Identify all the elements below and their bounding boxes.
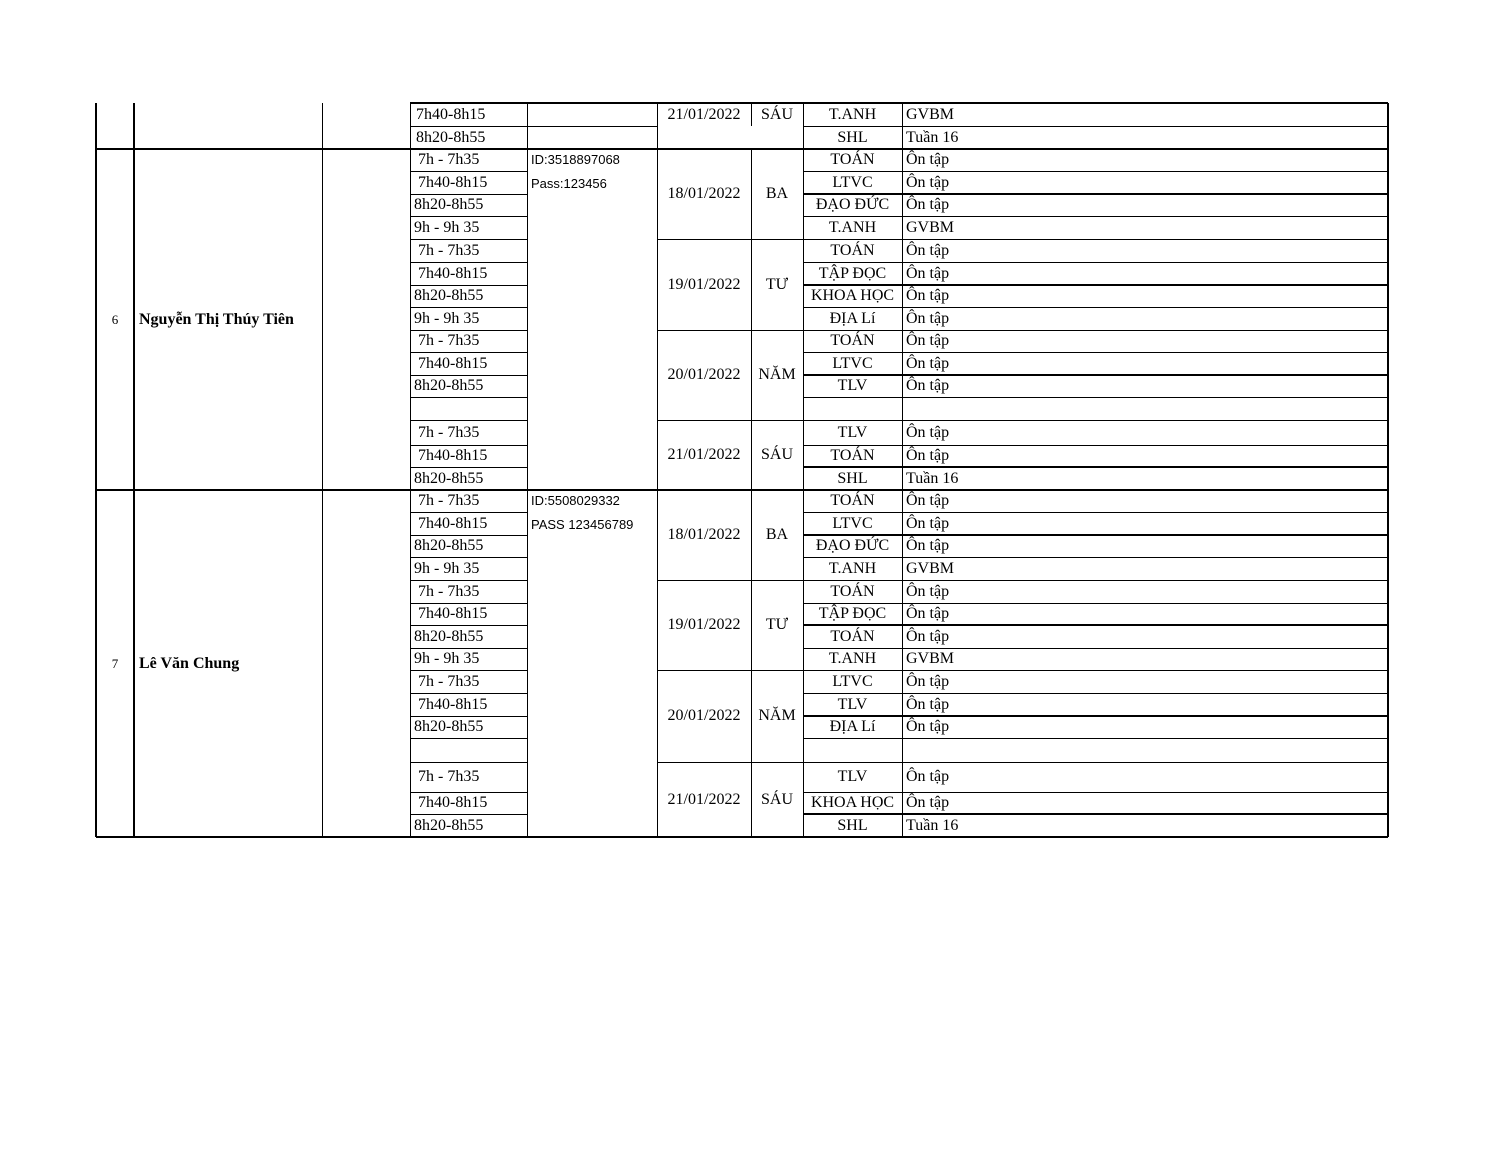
weekday: SÁU [760,790,793,808]
time-slot: 7h - 7h35 [418,151,480,168]
grid-line [410,420,527,421]
date: 21/01/2022 [667,790,741,808]
subject: LTVC [832,672,873,690]
lesson-content: Ôn tập [906,447,950,464]
subject: KHOA HỌC [810,287,895,304]
grid-line [902,149,903,490]
weekday: BA [765,526,789,543]
lesson-content: Tuần 16 [906,816,959,834]
time-slot: 7h40-8h15 [418,447,488,464]
time-slot: 9h - 9h 35 [414,218,480,236]
time-slot: 8h20-8h55 [414,469,484,487]
subject: LTVC [832,514,873,532]
lesson-content: Ôn tập [906,377,950,394]
lesson-content: Ôn tập [906,241,950,259]
time-slot: 9h - 9h 35 [414,650,480,667]
teacher-name: Nguyễn Thị Thúy Tiên [139,310,294,328]
lesson-content: Ôn tập [906,287,950,304]
meeting-id: ID:5508029332 [531,493,620,508]
subject: TOÁN [830,151,875,168]
grid-line [803,762,1388,763]
time-slot: 7h - 7h35 [418,423,480,441]
time-slot: 7h - 7h35 [418,672,480,690]
lesson-content: Ôn tập [906,264,950,282]
lesson-content: Ôn tập [906,672,950,690]
lesson-content: Ôn tập [906,627,950,645]
subject: TẬP ĐỌC [818,605,887,622]
grid-line [803,397,1388,398]
subject: TLV [837,768,868,785]
weekday: TƯ [765,616,789,633]
grid-line [410,149,411,490]
grid-line [657,330,803,331]
subject: ĐẠO ĐỨC [815,196,890,213]
subject: T.ANH [828,559,877,577]
subject: TOÁN [830,241,875,259]
time-slot: 7h - 7h35 [418,332,480,349]
grid-line [657,580,803,581]
subject: KHOA HỌC [810,794,895,811]
grid-line [410,762,527,763]
time-slot: 7h40-8h15 [418,514,488,532]
subject: ĐẠO ĐỨC [815,537,890,554]
weekday: NĂM [758,707,796,724]
time-slot: 9h - 9h 35 [414,559,480,577]
weekday: NĂM [758,366,796,383]
lesson-content: Ôn tập [906,768,950,785]
lesson-content: Tuần 16 [906,469,959,487]
subject: T.ANH [828,218,877,236]
subject: TOÁN [830,332,875,349]
subject: LTVC [832,173,873,191]
subject: ĐỊA Lí [829,309,876,327]
subject: SHL [837,816,868,834]
grid-line [902,103,903,149]
lesson-content: Ôn tập [906,151,950,168]
date: 19/01/2022 [667,275,741,293]
time-slot: 7h40-8h15 [418,695,488,713]
lesson-content: GVBM [906,559,955,577]
time-slot: 8h20-8h55 [414,537,484,554]
grid-line [322,103,323,149]
lesson-content: Ôn tập [906,196,950,213]
time-slot: 8h20-8h55 [414,627,484,645]
subject: TLV [837,423,868,441]
lesson-content: GVBM [906,105,955,123]
subject: T.ANH [828,105,877,123]
weekday: SÁU [760,446,793,463]
date: 18/01/2022 [667,185,741,202]
weekday: SÁU [760,105,793,123]
meeting-pass: Pass:123456 [531,175,607,191]
time-slot: 7h40-8h15 [416,105,486,123]
subject: TẬP ĐỌC [818,264,887,282]
lesson-content: Ôn tập [906,718,950,735]
lesson-content: Ôn tập [906,332,950,349]
grid-line [527,149,528,490]
meeting-id: ID:3518897068 [531,152,620,167]
weekday: BA [765,185,789,202]
lesson-content: Tuần 16 [906,128,959,146]
date: 20/01/2022 [667,707,741,724]
time-slot: 8h20-8h55 [414,816,484,834]
time-slot: 9h - 9h 35 [414,309,480,327]
subject: TOÁN [830,447,875,464]
subject: T.ANH [828,650,877,667]
lesson-content: Ôn tập [906,794,950,811]
grid-line [322,149,323,490]
date: 21/01/2022 [667,105,741,123]
lesson-content: Ôn tập [906,354,950,372]
grid-line [410,738,527,739]
time-slot: 8h20-8h55 [416,128,486,146]
grid-line [657,670,803,671]
date: 19/01/2022 [667,616,741,633]
teacher-number: 6 [111,311,119,327]
grid-line [657,762,803,763]
time-slot: 7h40-8h15 [418,173,488,191]
date: 18/01/2022 [667,526,741,543]
grid-line [657,420,803,421]
subject: TOÁN [830,492,875,509]
table-bottom-border [96,836,1388,838]
grid-line [803,738,1388,739]
time-slot: 7h - 7h35 [418,241,480,259]
time-slot: 8h20-8h55 [414,718,484,735]
date: 21/01/2022 [667,446,741,463]
lesson-content: Ôn tập [906,492,950,509]
time-slot: 7h - 7h35 [418,492,480,509]
time-slot: 8h20-8h55 [414,377,484,394]
meeting-pass: PASS 123456789 [531,516,634,532]
date: 20/01/2022 [667,366,741,383]
grid-line [527,490,528,837]
grid-line [902,490,903,837]
subject: TOÁN [830,627,875,645]
subject: TOÁN [830,582,875,600]
time-slot: 7h - 7h35 [418,582,480,600]
grid-line [657,239,803,240]
lesson-content: Ôn tập [906,582,950,600]
lesson-content: Ôn tập [906,309,950,327]
time-slot: 7h40-8h15 [418,354,488,372]
grid-line [803,420,1388,421]
subject: TLV [837,695,868,713]
grid-line [410,397,527,398]
lesson-content: Ôn tập [906,423,950,441]
weekday: TƯ [765,275,789,293]
subject: SHL [837,469,868,487]
grid-line [133,103,135,149]
time-slot: 7h40-8h15 [418,605,488,622]
time-slot: 8h20-8h55 [414,196,484,213]
lesson-content: GVBM [906,650,955,667]
lesson-content: GVBM [906,218,955,236]
subject: TLV [837,377,868,394]
grid-line [322,490,323,837]
subject: SHL [837,128,868,146]
grid-line [410,490,411,837]
teacher-number: 7 [111,655,119,671]
lesson-content: Ôn tập [906,537,950,554]
grid-line [95,103,97,149]
subject: ĐỊA Lí [829,718,876,735]
time-slot: 8h20-8h55 [414,287,484,304]
time-slot: 7h - 7h35 [418,768,480,785]
lesson-content: Ôn tập [906,514,950,532]
time-slot: 7h40-8h15 [418,264,488,282]
subject: LTVC [832,354,873,372]
lesson-content: Ôn tập [906,695,950,713]
time-slot: 7h40-8h15 [418,794,488,811]
lesson-content: Ôn tập [906,173,950,191]
teacher-name: Lê Văn Chung [139,654,240,672]
lesson-content: Ôn tập [906,605,950,622]
